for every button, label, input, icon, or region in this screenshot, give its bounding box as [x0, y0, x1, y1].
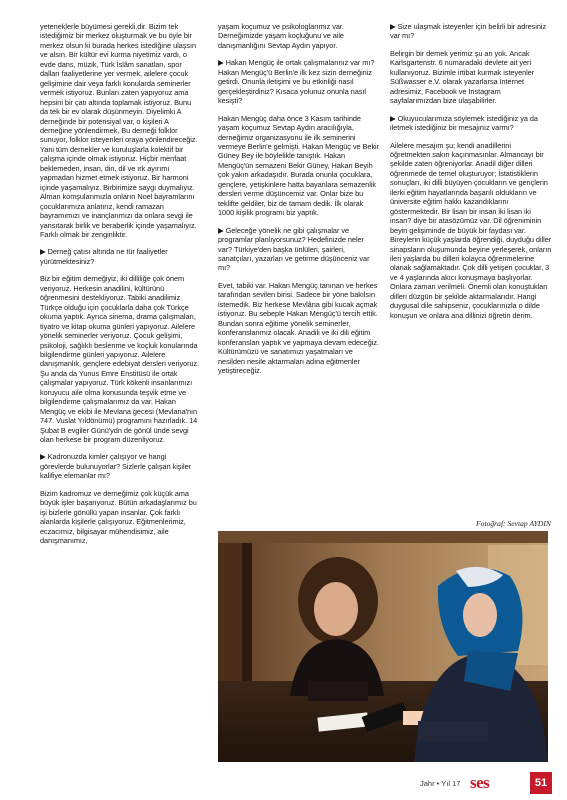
question: ▶ Geleceğe yönelik ne gibi çalışmalar ve programlar planlıyorsunuz? Hedefinizde neler var? Türkiye'den başka ünlüleri, şairleri, sanatçıları, yazarları ve getirme düşünceniz var mı?: [218, 225, 370, 273]
page-footer: [0, 772, 567, 800]
text-column-2: [218, 22, 380, 383]
photo-credit: Fotoğraf: Sevtap AYDIN: [476, 519, 551, 528]
magazine-logo: ses: [470, 773, 490, 792]
question: ▶ Derneğ çatısı altında ne tür faaliyetler yürütmektesiniz?: [40, 247, 168, 266]
paragraph: Belirgin bir demek yerimiz şu an yok. Ancak Karlsgartenstr. 6 numaradaki devlete ait yeri kullanıyoruz. Bizimle irtibat kurmak isteyenler Süßwasser e.V. olarak yazarlarsa İnternet adresimiz, Facebook ve Instagram sayfalarımızdan bize ulaşabilirler.: [390, 48, 535, 106]
paragraph: Biz bir eğitim derneğiyiz, iki dilliliğe çok önem veriyoruz. Herkesin anadilini, kültürünü öğrenmesini destekliyoruz. Tabiki anadilimiz Türkçe olduğu için çocuklarla daha çok Türkçe okuma yaptık. Ayrıca sinema, drama çalışmaları, tiyatro ve kitap okuma günleri yapıyoruz. Ailelere yönelik seminerler veriyoruz. Çocuk gelişimi, psikoloji, sağlıklı beslenme ve koçluk konularında bilgilendirme günleri yapıyoruz. Ailelere danışmanlık, gençlere edebiyat dersleri veriyoruz. Şu anda da Yunus Emre Enstitüsü ile ortak çalışmalar yapıyoruz. Türk kökenli insanlarımızı koruyucu aile olma konusunda teşvik etme ve bilgilendirme çalışmalarımız da var. Hakan Mengüç ve ekibi ile Mevlana gecesi (Mevlana'nın 747. Vuslat Yıldönümü) programını hazırladık. 14 Şubat B evgiler Günü'ydn de gönül ünde sevgi olan herkese bir program düzenliyoruz.: [40, 274, 200, 445]
issue-label: Jahr • Yıl 17: [420, 779, 461, 788]
paragraph: yaşam koçumuz ve psikologlarımız var. Derneğimizde yaşam koçluğunu ve aile danışmanlığını Sevtap Aydın yapıyor.: [218, 22, 344, 50]
page-number: 51: [530, 772, 552, 794]
paragraph: Evet, tabiki var. Hakan Mengüç tanınan ve herkes tarafından sevilen birisi. Sadece bir yöne bakılsın istemedik. Biz herkese Mevlâna gibi kucak açmak istiyoruz. Bu sebeple Hakan Mengüç'ü tercih ettik. Bundan sonra eğitime yönelik seminerler, konferanslarımız olacak. Anadili ve iki dili eğitim konferansları yaptık ve yapmaya devam edeceğiz. Kültürümüzü ve sanatımızı yaşatmaları ve nesilden nesile aktarmaları adına eğitmenler yetiştireceğiz.: [218, 280, 379, 375]
text-column-3: [390, 22, 552, 328]
question: ▶ Kadronuzda kimler çalışıyor ve hangi görevlerde bulunuyorlar? Sizlerle çalışan kişiler kalifiye elemanlar mı?: [40, 452, 192, 481]
text-column-1: [40, 22, 200, 554]
question: ▶ Hakan Mengüç ile ortak çalışmalarınız var mı? Hakan Mengüç'ü Berlin'e ilk kez sizin derneğiniz getirdi. Onunla iletişimi ve bu etkinliği nasıl gerçekleştirdiniz? Kısaca yolunuz onunla nasıl kesişti?: [218, 58, 375, 106]
paragraph: Ailelere mesajım şu; kendi anadillerini öğretmekten sakın kaçınmasınlar. Almancayı bir şekilde zaten öğreniyorlar. Anadil diğer dilleri öğrenmede de temel oluşturuyor; İstatistiklerin sonuçları, iki dilli büyüyen çocukların ve gençlerin ilerki eğitim hayatlarında başarılı oldukların ve üniversite eğitim hakkı kazandıklarını göstermektedir. Bir lisan bir insan iki lisan iki insan? diye bir atasözümüz var. Dil öğreniminin beyin gelişiminde de büyük bir faydası var. Bireylerin küçük yaşlarda öğrendiği, duyduğu diller sinapsların oluşumunda beyine yerleşerek, onların ileri yaşlarda bu dilleri kolayca öğrenmelerine olanak sağlamaktadır. Çok dilli yetişen çocuklar, 3 ve 4 yaşlarında akıcı konuşmaya başlıyorlar. Onlara zaman verilmeli. Önemli olan konuştukları dilleri düzgün bir şekilde aktarmalarıdır. Hangi duygusal dile sahipseniz, çocuklarınızla o dilde konuşun ve onlara ana dillinizi öğretin derim.: [390, 140, 552, 320]
interview-photo: [218, 531, 548, 762]
question: ▶ Size ulaşmak isteyenler için belirli bir adresiniz var mı?: [390, 22, 547, 41]
paragraph: Bizim kadromuz ve derneğimiz çok küçük ama büyük işler başarıyoruz. Bütün arkadaşlarımız bu işi bizlerle gönüllü yapan insanlar. Çok farklı alanlarda kişilerle çalışıyoruz. Eğitmenlerimiz, eczacımız, bilgisayar mühendisimiz, aile danışmanımız,: [40, 488, 197, 546]
question: ▶ Okuyucularımıza söylemek istediğiniz ya da iletmek istediğiniz bir mesajınız varmı?: [390, 113, 538, 133]
paragraph: Hakan Mengüç daha önce 3 Kasım tarihinde yaşam koçumuz Sevtap Aydın aracılığıyla, derneğimiz organizasyonu ile ilk seminerini vermeye Berlin'e gelmişti. Hakan Mengüç ve Bekir Güney Bey ile böylelikle tanıştık. Hakan Mengüç'ün semazeni Bekir Güney, Hakan Beyih çok yakın arkadaşıdır. Burada onunla çocuklara, gençlere, yetişkinlere hatta bayanlara semazenlik dersleri verme düşüncemiz var. Onlar bize bu teklifte geldiler, biz de tamam dedik. İlk olarak 1000 kişilik programı biz yaptık.: [218, 113, 380, 218]
paragraph: yeteneklerle büyümesi gerekli.dir. Bizim tek istediğimiz bir merkez oluşturmak ve bu öyle bir merkez olsun ki burada herkes istediğine ulaşsın ve alsın. Bir kültür evi kurma niyetimiz vardı, o evde dans, müzik, Türk İslâm sanatları, spor dalları faaliyetlerine yer vermek, ailelere çocuk gelişimine dair veya farklı konularda seminerler vermek istiyoruz. Bunları zaten yapıyoruz ama hepsini bir çatı altında toplamak istiyoruz. Bunu da tek bir ev olarak düşünmeyin. Diyelimki A derneğinde bir potensiyal var, o kişileri A derneğine yönlendirmek, Bu derneği folklor sunuyor, folklor isteyenleri oraya yönlendireceğiz. Yani tüm dernekler ve kuruluşlarla kolektif bir çalışma içinde olmak istiyoruz. Hiçbir menfaat beklemeden, insan, din, dil ve ırk ayırımı yapmadan hizmet etmek istiyoruz. Bir harmoni içinde yaşamalıyız. Birbirimize saygı duymalıyız. Alman komşularımızla onların Noel bayramlarını çocuklarımıza anlatırız, kendi ramazan bayramımızı ve inançlarımızı da onlara sevgi ile yansıtarak birlik ve beraberlik içinde yaşamalıyız. Farklı olmak bir zenginliktir.: [40, 22, 198, 239]
